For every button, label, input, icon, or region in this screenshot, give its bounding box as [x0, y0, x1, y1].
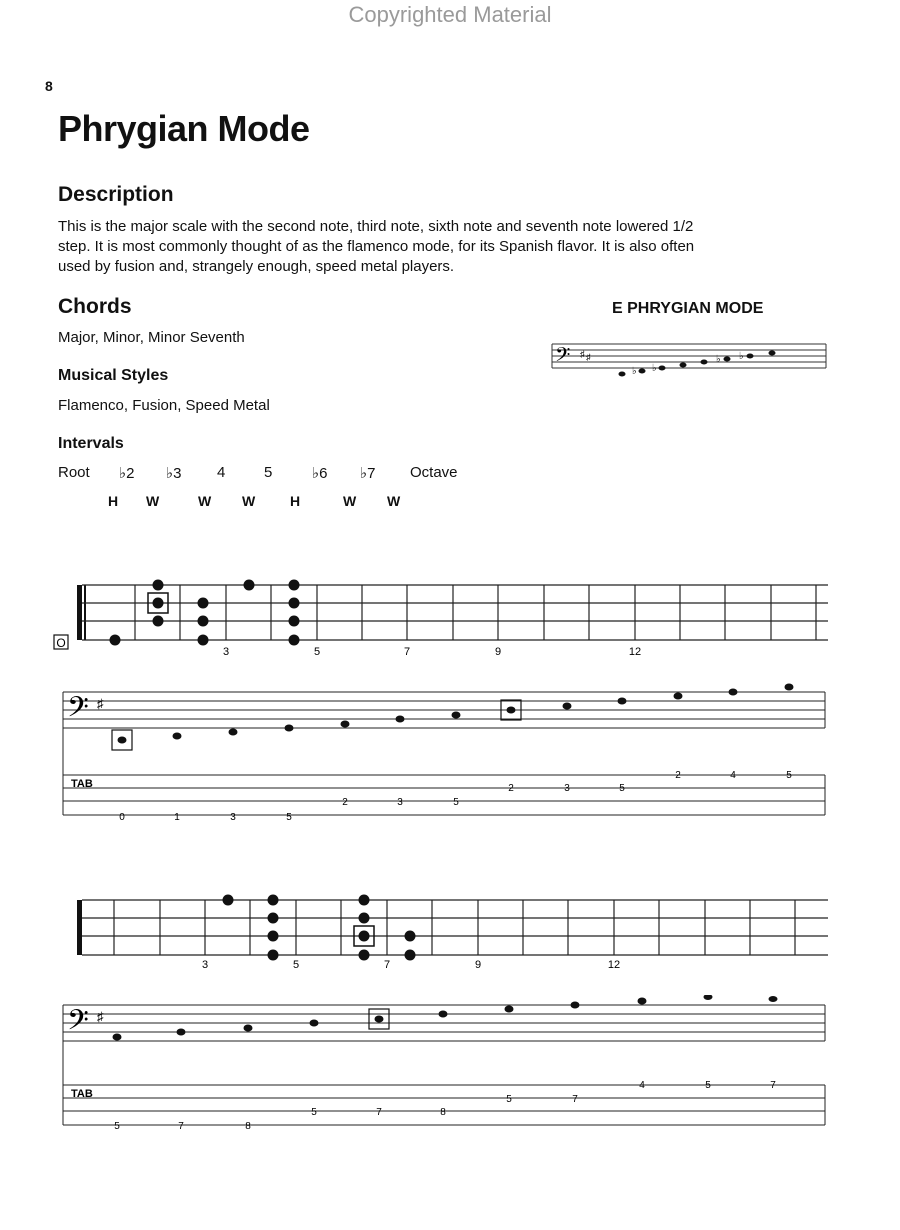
styles-text: Flamenco, Fusion, Speed Metal: [58, 397, 270, 414]
tab-number: 5: [453, 797, 459, 808]
fret-dot: [405, 931, 416, 942]
staff-note: [674, 693, 683, 700]
tab-number: 2: [675, 770, 681, 781]
interval-step: W: [242, 493, 256, 509]
fret-label: 12: [628, 646, 642, 658]
staff-tab-system-2: [55, 995, 835, 1135]
description-line: This is the major scale with the second note, third note, sixth note and seventh note lowered 1/2: [58, 218, 694, 235]
staff-note: [638, 998, 647, 1005]
interval-degree: ♭2: [119, 465, 135, 482]
tab-number: 5: [786, 770, 792, 781]
fret-label: 3: [222, 646, 230, 658]
mini-note: [724, 357, 731, 362]
tab-number: 5: [286, 812, 292, 823]
tab-label: TAB: [71, 778, 93, 790]
fret-dot: [268, 895, 279, 906]
fret-dot: [198, 635, 209, 646]
tab-number: 7: [376, 1107, 382, 1118]
chords-heading: Chords: [58, 295, 132, 318]
fret-dot: [223, 895, 234, 906]
tab-number: 2: [508, 783, 514, 794]
fretboard-diagram-1: [50, 575, 835, 665]
tab-number: 3: [230, 812, 236, 823]
flat-icon: ♭: [632, 366, 637, 377]
fret-dot: [153, 598, 164, 609]
staff-note: [563, 703, 572, 710]
staff-note: [285, 725, 294, 732]
interval-degree: 5: [264, 464, 273, 481]
staff-note: [310, 1020, 319, 1027]
interval-degree: ♭3: [166, 465, 182, 482]
tab-number: 1: [174, 812, 180, 823]
fret-label: 7: [383, 959, 391, 971]
page-number: 8: [45, 78, 53, 94]
staff-note: [729, 689, 738, 696]
fret-dot: [289, 616, 300, 627]
copyright-watermark: Copyrighted Material: [348, 2, 552, 27]
mini-note: [769, 351, 776, 356]
flat-icon: ♭: [652, 363, 657, 374]
fret-dot: [405, 950, 416, 961]
staff-tab-system-1: [55, 680, 835, 830]
fretboard-diagram-2: [50, 890, 835, 975]
staff-note: [505, 1006, 514, 1013]
tab-number: 8: [440, 1107, 446, 1118]
mini-note: [659, 366, 666, 371]
time-signature-icon: ♯: [586, 352, 591, 362]
sharp-icon: ♯: [580, 349, 585, 359]
flat-icon: ♭: [716, 354, 721, 365]
staff-note: [173, 733, 182, 740]
interval-degree: ♭6: [312, 465, 328, 482]
mini-note: [680, 363, 687, 368]
interval-step: W: [387, 493, 401, 509]
fret-label: 9: [474, 959, 482, 971]
page-title: Phrygian Mode: [58, 108, 310, 149]
fret-dot: [268, 950, 279, 961]
tab-number: 3: [397, 797, 403, 808]
staff-note: [704, 995, 713, 1000]
interval-degree: Octave: [410, 464, 458, 481]
flat-icon: ♭: [739, 351, 744, 362]
mini-note: [701, 360, 708, 365]
tab-number: 4: [730, 770, 736, 781]
tab-number: 5: [506, 1094, 512, 1105]
interval-degree: Root: [58, 464, 90, 481]
staff-note: [229, 729, 238, 736]
staff-note: [113, 1034, 122, 1041]
chords-text: Major, Minor, Minor Seventh: [58, 329, 245, 346]
mini-staff: [550, 338, 835, 388]
mini-note: [747, 354, 754, 359]
sharp-icon: ♯: [97, 696, 104, 711]
tab-number: 4: [639, 1080, 645, 1091]
tab-number: 8: [245, 1121, 251, 1132]
intervals-heading: Intervals: [58, 435, 124, 452]
fret-dot: [110, 635, 121, 646]
staff-note: [618, 698, 627, 705]
tab-number: 7: [178, 1121, 184, 1132]
description-line: step. It is most commonly thought of as the flamenco mode, for its Spanish flavor. It is also often: [58, 238, 695, 255]
fret-dot: [289, 580, 300, 591]
fret-dot: [268, 913, 279, 924]
interval-step: W: [198, 493, 212, 509]
staff-note: [769, 996, 778, 1002]
fret-dot: [359, 895, 370, 906]
interval-step: H: [108, 493, 119, 509]
fret-label: 5: [313, 646, 321, 658]
sharp-icon: ♯: [97, 1009, 104, 1024]
tab-number: 5: [619, 783, 625, 794]
fret-dot: [268, 931, 279, 942]
tab-number: 5: [311, 1107, 317, 1118]
fret-dot: [198, 598, 209, 609]
fret-label: 3: [201, 959, 209, 971]
bass-clef-icon: 𝄢: [555, 344, 571, 371]
staff-note: [341, 721, 350, 728]
fret-dot: [289, 598, 300, 609]
staff-note: [452, 712, 461, 719]
fret-label: 12: [607, 959, 621, 971]
staff-note: [375, 1016, 384, 1023]
interval-step: W: [146, 493, 160, 509]
interval-step: H: [290, 493, 301, 509]
tab-label: TAB: [71, 1088, 93, 1100]
staff-note: [507, 707, 516, 714]
bass-clef-icon: 𝄢: [67, 692, 89, 730]
tab-number: 2: [342, 797, 348, 808]
staff-note: [571, 1002, 580, 1009]
fret-dot: [198, 616, 209, 627]
fret-dot: [244, 580, 255, 591]
bass-clef-icon: 𝄢: [67, 1005, 89, 1043]
open-string-marker: O: [56, 636, 66, 650]
fret-label: 7: [403, 646, 411, 658]
description-text: [58, 217, 848, 277]
staff-note: [785, 684, 794, 691]
tab-number: 7: [770, 1080, 776, 1091]
interval-degree: ♭7: [360, 465, 376, 482]
tab-number: 5: [705, 1080, 711, 1091]
staff-note: [439, 1011, 448, 1018]
staff-note: [244, 1025, 253, 1032]
tab-number: 3: [564, 783, 570, 794]
description-line: used by fusion and, strangely enough, speed metal players.: [58, 258, 455, 275]
interval-degree: 4: [217, 464, 226, 481]
mini-note: [619, 372, 626, 377]
fret-dot: [359, 931, 370, 942]
fret-dot: [359, 950, 370, 961]
styles-heading: Musical Styles: [58, 367, 169, 384]
interval-step: W: [343, 493, 357, 509]
tab-number: 5: [114, 1121, 120, 1132]
mode-label: E PHRYGIAN MODE: [612, 300, 764, 317]
fret-dot: [153, 616, 164, 627]
staff-note: [177, 1029, 186, 1036]
tab-number: 0: [119, 812, 125, 823]
mini-note: [639, 369, 646, 374]
staff-note: [396, 716, 405, 723]
fret-dot: [359, 913, 370, 924]
fret-dot: [153, 580, 164, 591]
tab-number: 7: [572, 1094, 578, 1105]
fret-label: 5: [292, 959, 300, 971]
staff-note: [118, 737, 127, 744]
fret-dot: [289, 635, 300, 646]
fret-label: 9: [494, 646, 502, 658]
description-heading: Description: [58, 183, 174, 206]
